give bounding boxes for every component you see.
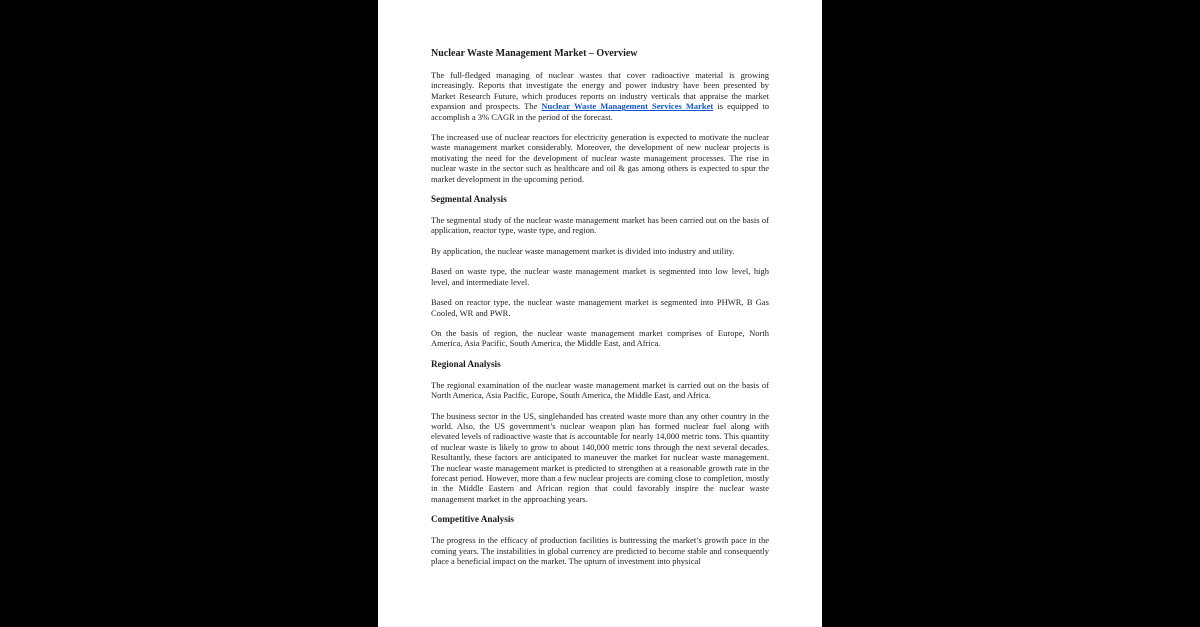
paragraph-intro-2: The increased use of nuclear reactors for electricity generation is expected to motivate the nuclear waste management market considerably. Moreover, the development of new nuclear projects is motivating the need for the development of nuclear waste management processes. The rise in nuclear waste in the sector such as healthcare and oil & gas among others is expected to spur the market development in the upcoming period. xyxy=(431,132,769,184)
paragraph-segmental-4: Based on reactor type, the nuclear waste management market is segmented into PHWR, B Gas Cooled, WR and PWR. xyxy=(431,297,769,318)
document-title: Nuclear Waste Management Market – Overview xyxy=(431,48,638,59)
paragraph-text-before-link: The full-fledged managing of nuclear wastes that cover radioactive material is growing increasingly. Reports that investigate the energy and power industry have been presented by Market Research Future, which produces reports on industry verticals that appraise the market expansion and prospects. The xyxy=(431,70,769,112)
paragraph-segmental-5: On the basis of region, the nuclear waste management market comprises of Europe, North America, Asia Pacific, South America, the Middle East, and Africa. xyxy=(431,327,769,349)
paragraph-segmental-2: By application, the nuclear waste management market is divided into industry and utility. xyxy=(431,245,735,256)
paragraph-segmental-1: The segmental study of the nuclear waste management market has been carried out on the basis of application, reactor type, waste type, and region. xyxy=(431,215,769,236)
document-page xyxy=(378,0,822,627)
paragraph-intro-1 xyxy=(431,70,769,122)
document-content xyxy=(378,0,822,566)
paragraph-text-after-link: is equipped to accomplish a 3% CAGR in the period of the forecast. xyxy=(431,101,769,122)
section-heading-competitive-analysis: Competitive Analysis xyxy=(431,514,514,525)
paragraph-segmental-3: Based on waste type, the nuclear waste management market is segmented into low level, high level, and intermediate level. xyxy=(431,266,769,287)
section-heading-regional-analysis: Regional Analysis xyxy=(431,358,501,369)
paragraph-regional-1: The regional examination of the nuclear waste management market is carried out on the basis of North America, Asia Pacific, Europe, South America, the Middle East, and Africa. xyxy=(431,379,769,401)
paragraph-competitive-1: The progress in the efficacy of production facilities is buttressing the market’s growth pace in the coming years. The instabilities in global currency are predicted to become stable and consequently place a beneficial impact on the market. The upturn of investment into physical xyxy=(431,535,769,566)
section-heading-segmental-analysis: Segmental Analysis xyxy=(431,194,507,205)
paragraph-regional-2: The business sector in the US, singlehanded has created waste more than any other country in the world. Also, the US government’s nuclear weapon plan has formed nuclear fuel along with elevated levels of radioactive waste that is accountable for nearly 14,000 metric tons. This quantity of nuclear waste is likely to grow to about 140,000 metric tons through the next several decades. Resultantly, these factors are anticipated to maneuver the market for nuclear waste management. The nuclear waste management market is predicted to strengthen at a reasonable growth rate in the forecast period. However, more than a few nuclear projects are coming close to completion, mostly in the Middle Eastern and African region that could favorably inspire the nuclear waste management market in the approaching years. xyxy=(431,410,769,504)
nuclear-waste-management-services-market-link[interactable]: Nuclear Waste Management Services Market xyxy=(541,101,714,112)
